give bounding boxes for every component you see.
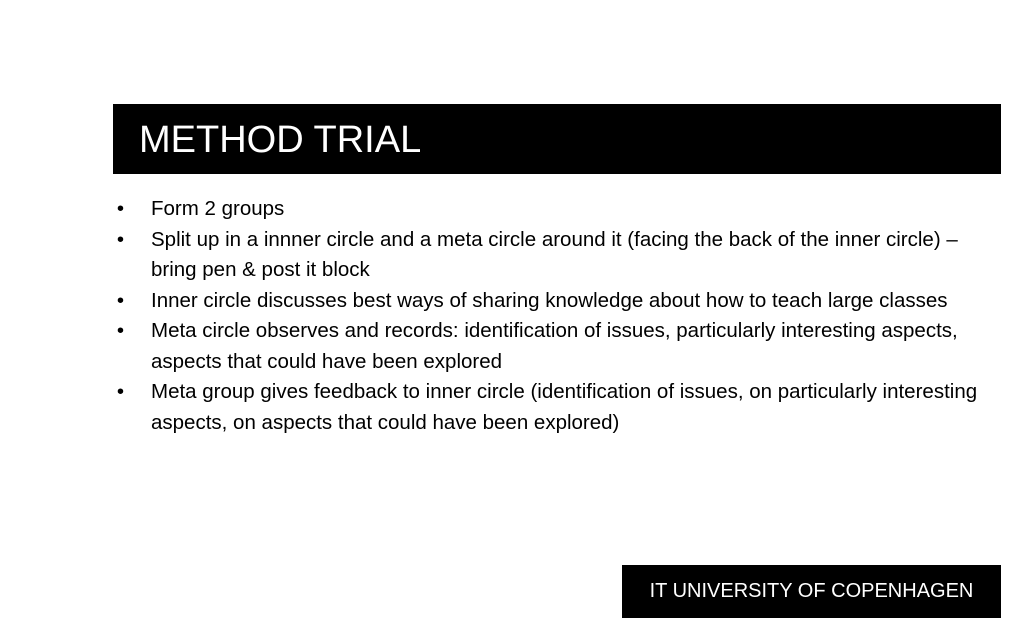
bullet-text: Form 2 groups: [151, 197, 285, 220]
bullet-item: [113, 286, 1008, 317]
footer-university-label: IT UNIVERSITY OF COPENHAGEN: [649, 580, 974, 602]
slide-title: METHOD TRIAL: [139, 119, 422, 161]
bullet-text: Meta circle observes and records: identification of issues, particularly interesting aspects, aspects that could have been explored: [151, 319, 958, 373]
bullet-icon: •: [116, 380, 125, 403]
footer-logo-box: [622, 565, 1001, 618]
bullet-text: Split up in a innner circle and a meta circle around it (facing the back of the inner circle) – bring pen & post it block: [151, 227, 958, 281]
bullet-icon: •: [116, 319, 125, 342]
bullet-list: [113, 194, 1008, 438]
bullet-icon: •: [116, 227, 125, 251]
bullet-text: Meta group gives feedback to inner circle (identification of issues, on particularly interesting aspects, on aspects that could have been explored): [151, 380, 978, 434]
bullet-icon: •: [116, 288, 125, 312]
title-bar: [113, 104, 1001, 174]
bullet-item: [113, 225, 1008, 286]
bullet-text: Inner circle discusses best ways of sharing knowledge about how to teach large classes: [151, 288, 948, 312]
bullet-item: [113, 194, 1008, 225]
bullet-item: [113, 316, 1008, 377]
bullet-icon: •: [116, 197, 125, 220]
bullet-item: [113, 377, 1008, 438]
